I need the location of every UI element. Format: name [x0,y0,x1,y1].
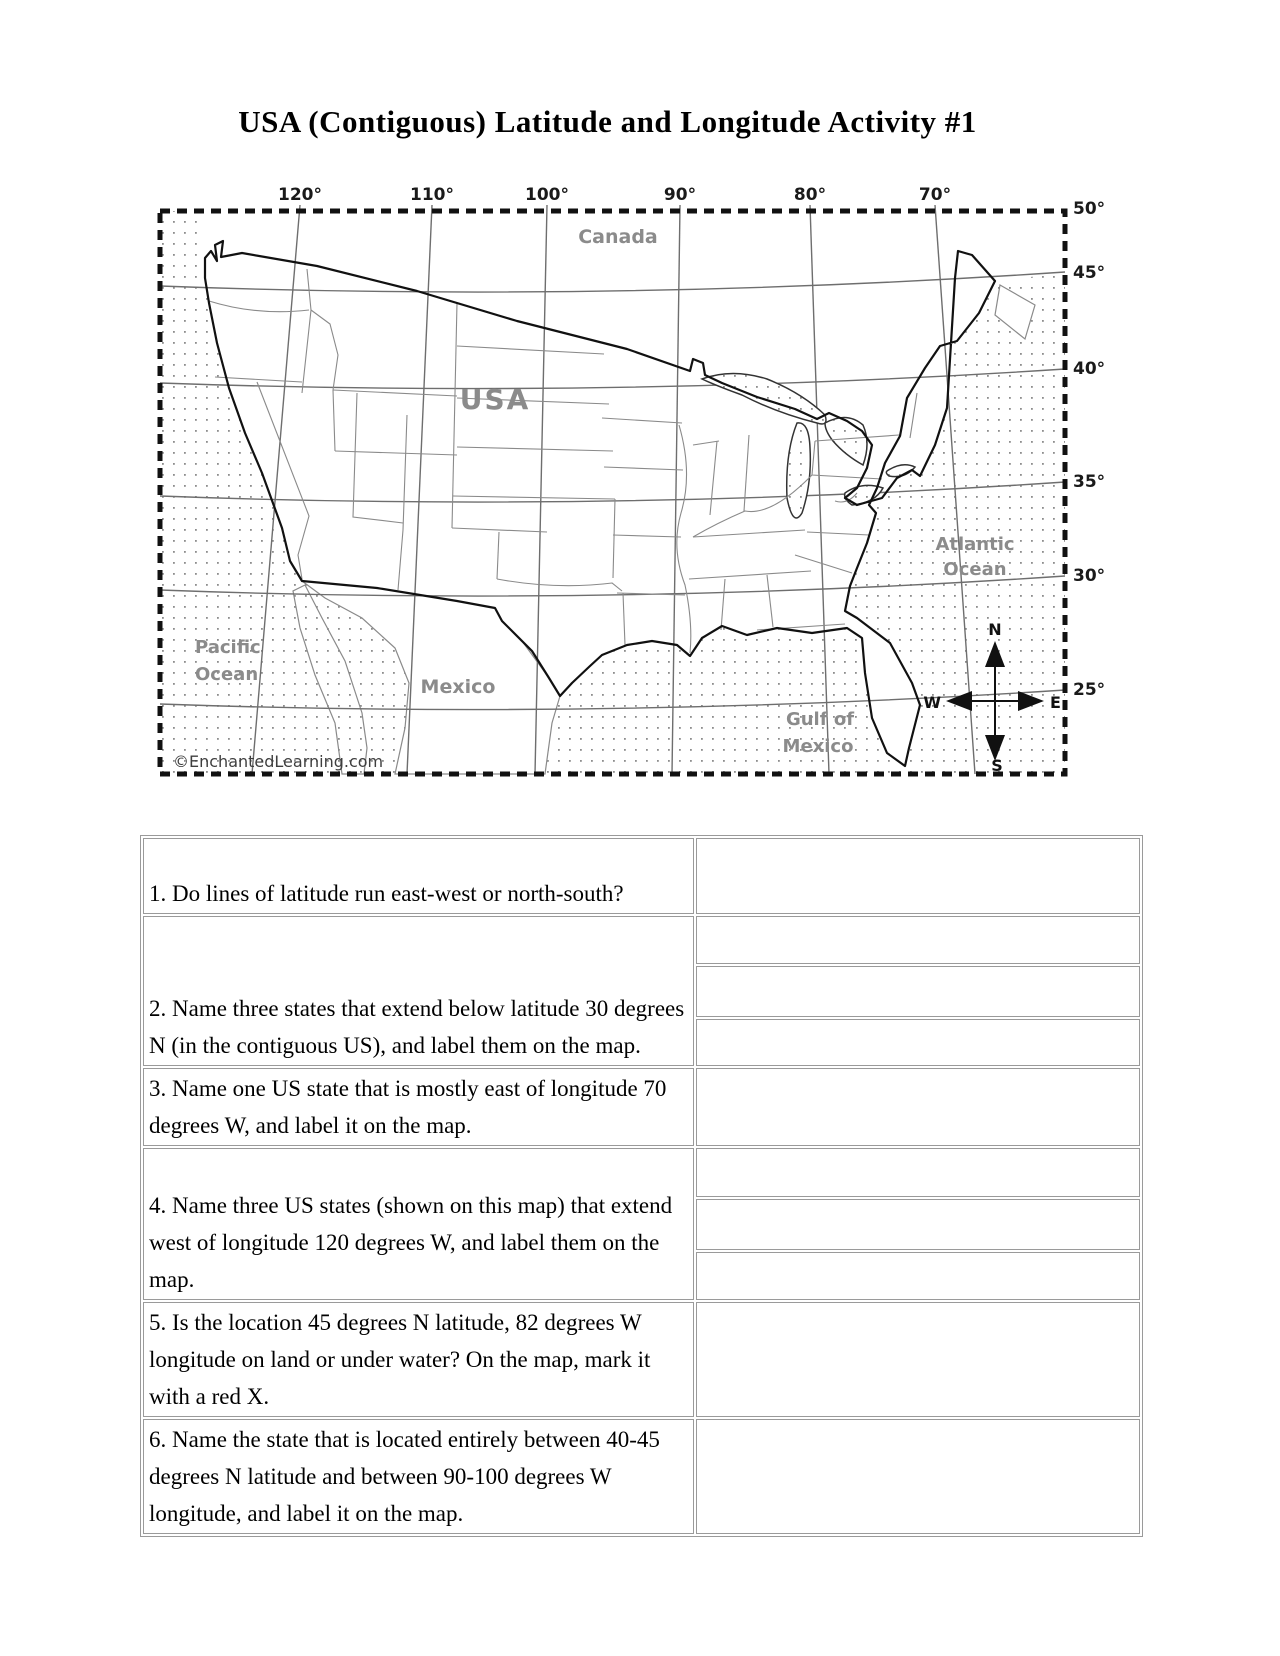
answer-cell [696,966,1140,1017]
answer-cell [696,1302,1140,1417]
table-row [143,1302,1140,1417]
svg-text:Atlantic: Atlantic [935,534,1015,555]
latitude-label: 25° [1073,680,1106,700]
latitude-label: 45° [1073,263,1106,283]
latitude-labels [1073,199,1105,700]
latitude-label: 50° [1073,199,1106,219]
latitude-label: 30° [1073,566,1106,586]
question-cell: 6. Name the state that is located entirely between 40-45 degrees N latitude and between 90-100 degrees W longitude, and label it on the map. [143,1419,694,1534]
table-row [143,1068,1140,1146]
table-row [143,1148,1140,1197]
latitude-label: 40° [1073,359,1106,379]
longitude-label: 120° [278,185,322,205]
svg-text:Ocean: Ocean [195,664,259,685]
question-cell: 4. Name three US states (shown on this map) that extend west of longitude 120 degrees W, and label them on the map. [143,1148,694,1300]
svg-text:Mexico: Mexico [782,736,854,757]
answer-cell [696,1068,1140,1146]
compass-north-label: N [988,620,1002,639]
question-cell: 2. Name three states that extend below latitude 30 degrees N (in the contiguous US), and label them on the map. [143,916,694,1066]
latitude-label: 35° [1073,472,1106,492]
answer-cell [696,1419,1140,1534]
longitude-label: 70° [918,185,952,205]
question-cell: 5. Is the location 45 degrees N latitude, 82 degrees W longitude on land or under water? On the map, mark it with a red X. [143,1302,694,1417]
canada-label: Canada [578,226,658,248]
copyright-text: ©EnchantedLearning.com [173,752,384,771]
usa-label: USA [459,383,531,416]
question-cell: 1. Do lines of latitude run east-west or north-south? [143,838,694,914]
answer-cell [696,1019,1140,1066]
answer-cell [696,1148,1140,1197]
table-row [143,916,1140,964]
longitude-label: 80° [793,185,827,205]
table-row [143,1419,1140,1534]
page-title: USA (Contiguous) Latitude and Longitude Activity #1 [238,104,977,139]
longitude-labels [278,185,951,205]
table-row [143,838,1140,914]
longitude-label: 110° [410,185,454,205]
compass-west-label: W [923,693,941,712]
longitude-label: 90° [663,185,697,205]
svg-text:Pacific: Pacific [195,637,261,658]
answer-cell [696,1199,1140,1250]
usa-map [157,183,1117,798]
map-container [157,183,1117,798]
longitude-label: 100° [525,185,569,205]
mexico-label: Mexico [420,676,496,698]
answer-cell [696,838,1140,914]
compass-south-label: S [991,756,1003,775]
compass-east-label: E [1050,693,1061,712]
answer-cell [696,1252,1140,1300]
svg-text:Ocean: Ocean [943,559,1007,580]
svg-text:Gulf of: Gulf of [785,709,855,730]
answer-cell [696,916,1140,964]
questions-table [140,835,1143,1537]
question-cell: 3. Name one US state that is mostly east of longitude 70 degrees W, and label it on the map. [143,1068,694,1146]
